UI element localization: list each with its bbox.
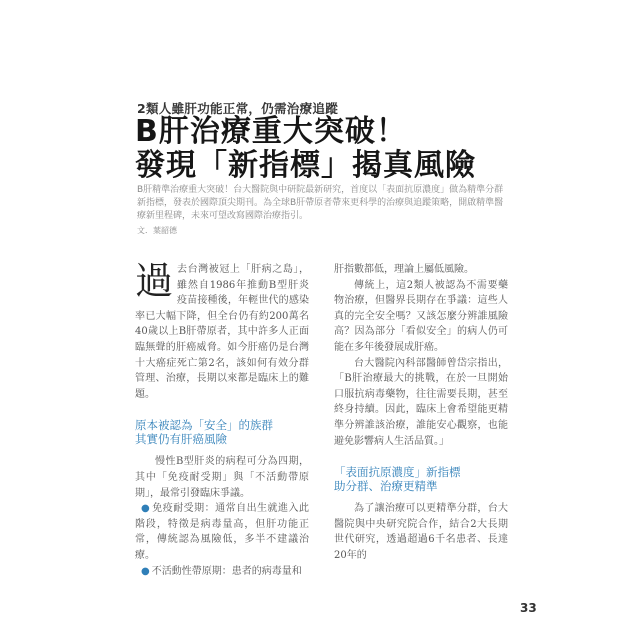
- bullet-item-inactive-carrier: [135, 564, 309, 580]
- title-line-2: 發現「新指標」揭真風險: [135, 148, 476, 183]
- bullet-text: 免疫耐受期：通常自出生就進入此階段，特徵是病毒量高，但肝功能正常，傳統認為風險低，多半不建議治療。: [135, 503, 309, 561]
- subhead-line-1: 「表面抗原濃度」新指標: [334, 465, 461, 480]
- drop-cap: 過: [135, 259, 174, 303]
- body-paragraph: 慢性B型肝炎的病程可分為四期，其中「免疫耐受期」與「不活動帶原期」，最常引發臨床爭議。: [135, 456, 309, 499]
- subhead-line-1: 原本被認為「安全」的族群: [135, 418, 273, 433]
- body-paragraph-quote: 台大醫院內科部醫師曾岱宗指出，「B肝治療最大的挑戰，在於一旦開始口服抗病毒藥物，往往需要長期，甚至終身持續。因此，臨床上會希望能更精準分辨誰該治療，誰能安心觀察，也能避免影響病人生活品質。」: [334, 357, 508, 447]
- right-column: [334, 262, 508, 564]
- bullet-icon: ●: [141, 565, 150, 577]
- bullet-item-immune-tolerant: [135, 501, 309, 563]
- subhead-line-2: 助分群、治療更精準: [334, 479, 438, 494]
- section-subhead-2: [334, 465, 508, 493]
- body-paragraph: 傳統上，這2類人被認為不需要藥物治療，但醫界長期存在爭議：這些人真的完全安全嗎？又該怎麼分辨誰風險高？因為部分「看似安全」的病人仍可能在多年後發展成肝癌。: [334, 279, 508, 353]
- article-title: [135, 115, 476, 183]
- article-byline: 文．葉韶德: [137, 226, 177, 235]
- bullet-icon: ●: [141, 503, 151, 515]
- body-paragraph-continued: 肝指數都低，理論上屬低風險。: [334, 264, 474, 275]
- subhead-line-2: 其實仍有肝癌風險: [135, 432, 227, 447]
- intro-text: 去台灣被冠上「肝病之島」，雖然自1986年推動B型肝炎疫苗接種後，年輕世代的感染率已大幅下降，但全台仍有約200萬名40歲以上B肝帶原者，其中許多人正面臨無聲的肝癌威脅。如今肝癌仍是台灣十大癌症死亡第2名，該如何有效分群管理、治療，長期以來都是臨床上的難題。: [135, 264, 309, 400]
- page-number: 33: [520, 601, 537, 615]
- article-deck: B肝精準治療重大突破！台大醫院與中研院最新研究，首度以「表面抗原濃度」做為精準分群新指標，發表於國際頂尖期刊。為全球B肝帶原者帶來更科學的治療與追蹤策略，開啟精準醫療新里程碑，未來可望改寫國際治療指引。: [137, 185, 504, 221]
- left-column: [135, 259, 309, 579]
- title-line-1: B肝治療重大突破！: [135, 114, 407, 149]
- article-kicker: 2類人雖肝功能正常，仍需治療追蹤: [137, 101, 338, 116]
- body-paragraph: 為了讓治療可以更精準分群，台大醫院與中央研究院合作，結合2大長期世代研究，透過超過6千名患者、長達20年的: [334, 503, 508, 561]
- intro-paragraph: [135, 259, 309, 402]
- bullet-text: 不活動性帶原期：患者的病毒量和: [151, 565, 302, 577]
- section-subhead-1: [135, 418, 309, 446]
